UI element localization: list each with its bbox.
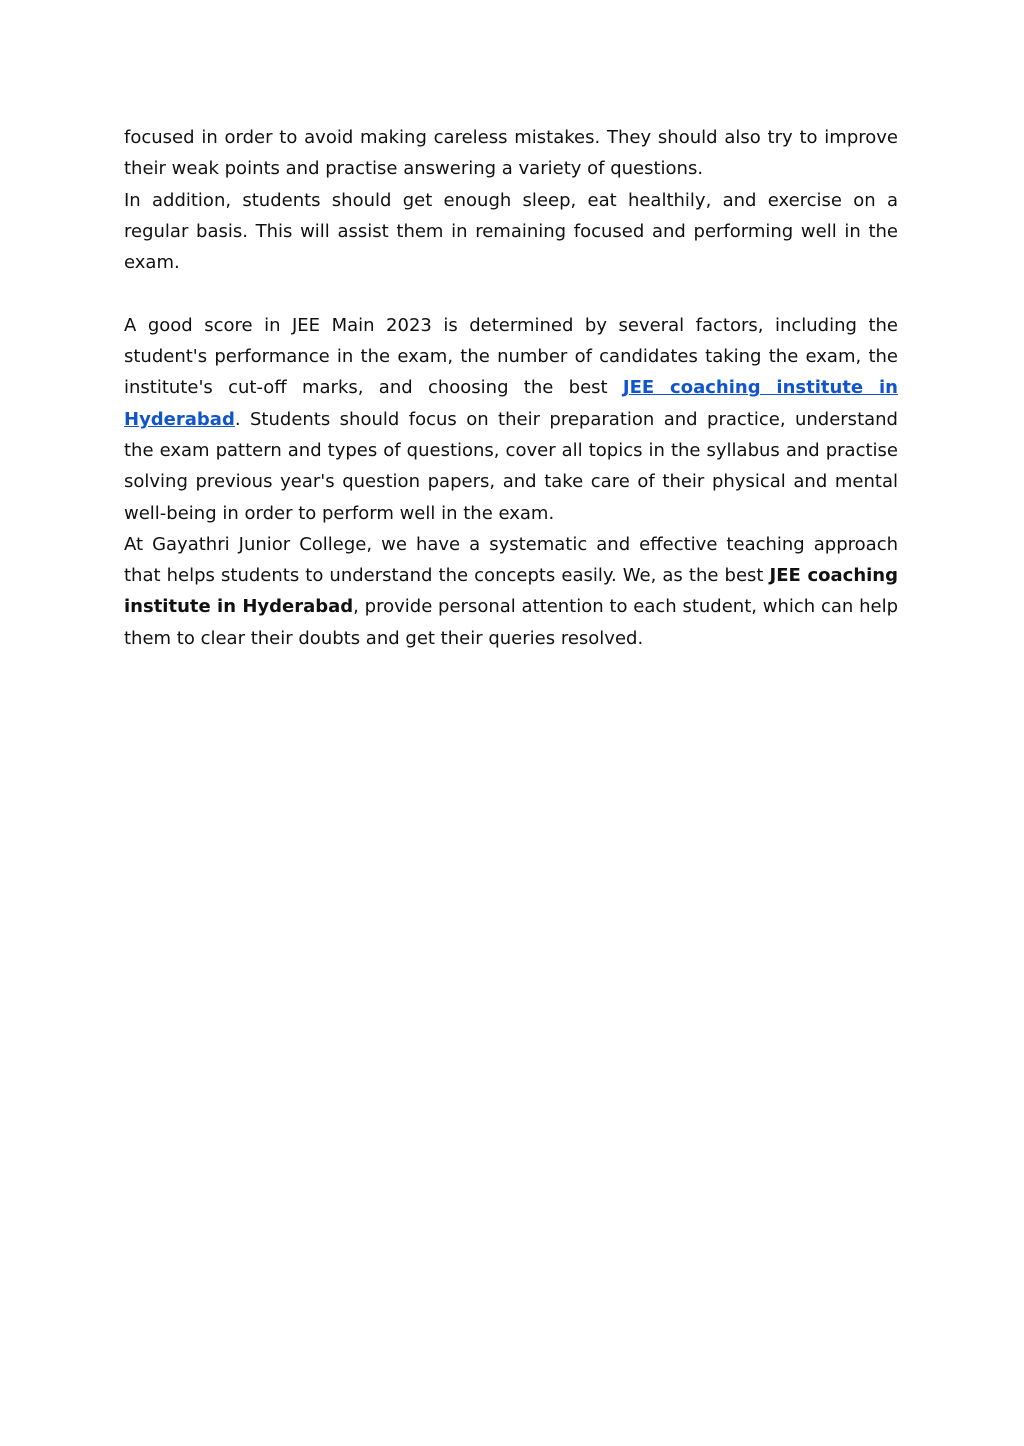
paragraph-gayathri-text: At Gayathri Junior College, we have a systematic and effective teaching approach that helps students to understand the concepts easily. We, as the best xyxy=(124,533,898,587)
paragraph-wellbeing: In addition, students should get enough sleep, eat healthily, and exercise on a regular basis. This will assist them in remaining focused and performing well in the exam. xyxy=(124,189,898,274)
bold-jee-coaching-text: JEE coaching institute in Hyderabad xyxy=(124,565,899,618)
paragraph-good-score-text: A good score in JEE Main 2023 is determined by several factors, including the student's performance in the exam, the number of candidates taking the exam, the institute's cut-off marks, and choosing the best xyxy=(124,314,898,399)
paragraph-good-score-text-after: . Students should focus on their preparation and practice, understand the exam pattern and types of questions, cover all topics in the syllabus and practise solving previous year's question papers, and take care of their physical and mental well-being in order to perform well in the exam. xyxy=(124,408,898,524)
paragraph-focus-tips: focused in order to avoid making careless mistakes. They should also try to improve their weak points and practise answering a variety of questions. xyxy=(124,127,898,180)
document-body xyxy=(124,122,898,654)
paragraph-spacer xyxy=(124,278,898,309)
paragraph-good-score xyxy=(124,310,898,529)
paragraph-gayathri-college xyxy=(124,529,898,654)
jee-coaching-link[interactable]: JEE coaching institute in Hyderabad xyxy=(124,377,898,430)
paragraph-gayathri-text-after: , provide personal attention to each student, which can help them to clear their doubts and get their queries resolved. xyxy=(124,596,898,649)
